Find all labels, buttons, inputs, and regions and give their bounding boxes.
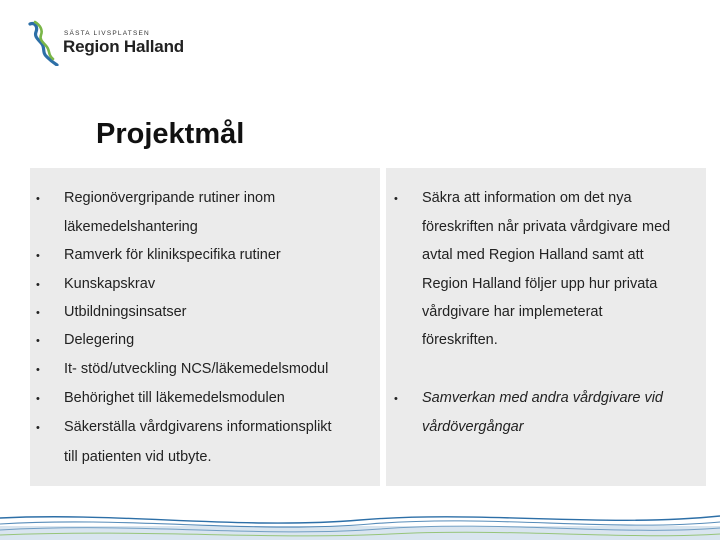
logo-tagline: SÄSTA LIVSPLATSEN (64, 30, 150, 37)
left-item-8-line-2: till patienten vid utbyte. (64, 449, 212, 465)
right-item-2-line-1: Samverkan med andra vårdgivare vid (422, 390, 663, 406)
right-item-1-line-1: Säkra att information om det nya (422, 190, 632, 206)
bullet-marker: • (394, 193, 398, 205)
left-bullet-panel (30, 168, 380, 486)
bullet-marker: • (36, 279, 40, 291)
left-item-4: Utbildningsinsatser (64, 304, 187, 320)
left-item-1-line-2: läkemedelshantering (64, 219, 198, 235)
region-halland-logo (26, 18, 196, 66)
bullet-marker: • (36, 364, 40, 376)
bullet-marker: • (36, 422, 40, 434)
left-item-3: Kunskapskrav (64, 276, 156, 292)
bullet-marker: • (36, 250, 40, 262)
left-item-1-line-1: Regionövergripande rutiner inom (64, 190, 276, 206)
right-item-1-line-3: avtal med Region Halland samt att (422, 247, 644, 263)
left-item-2: Ramverk för klinikspecifika rutiner (64, 247, 281, 263)
left-item-6: It- stöd/utveckling NCS/läkemedelsmodul (64, 361, 329, 377)
bullet-marker: • (36, 307, 40, 319)
right-item-1-line-4: Region Halland följer upp hur privata (422, 276, 658, 292)
page-title: Projektmål (96, 118, 245, 150)
halland-map-icon (26, 18, 66, 66)
bullet-marker: • (36, 393, 40, 405)
left-item-7: Behörighet till läkemedelsmodulen (64, 390, 285, 406)
right-item-1-line-5: vårdgivare har implemeterat (422, 304, 603, 320)
left-item-5: Delegering (64, 332, 135, 348)
bullet-marker: • (36, 193, 40, 205)
footer-wave-decoration (0, 504, 720, 540)
bullet-marker: • (394, 393, 398, 405)
right-item-1-line-6: föreskriften. (422, 332, 498, 348)
bullet-marker: • (36, 335, 40, 347)
right-item-2-line-2: vårdövergångar (422, 419, 524, 435)
right-item-1-line-2: föreskriften når privata vårdgivare med (422, 219, 671, 235)
left-item-8-line-1: Säkerställa vårdgivarens informationsplikt (64, 419, 332, 435)
logo-wordmark: Region Halland (63, 37, 184, 56)
right-bullet-panel (386, 168, 706, 486)
